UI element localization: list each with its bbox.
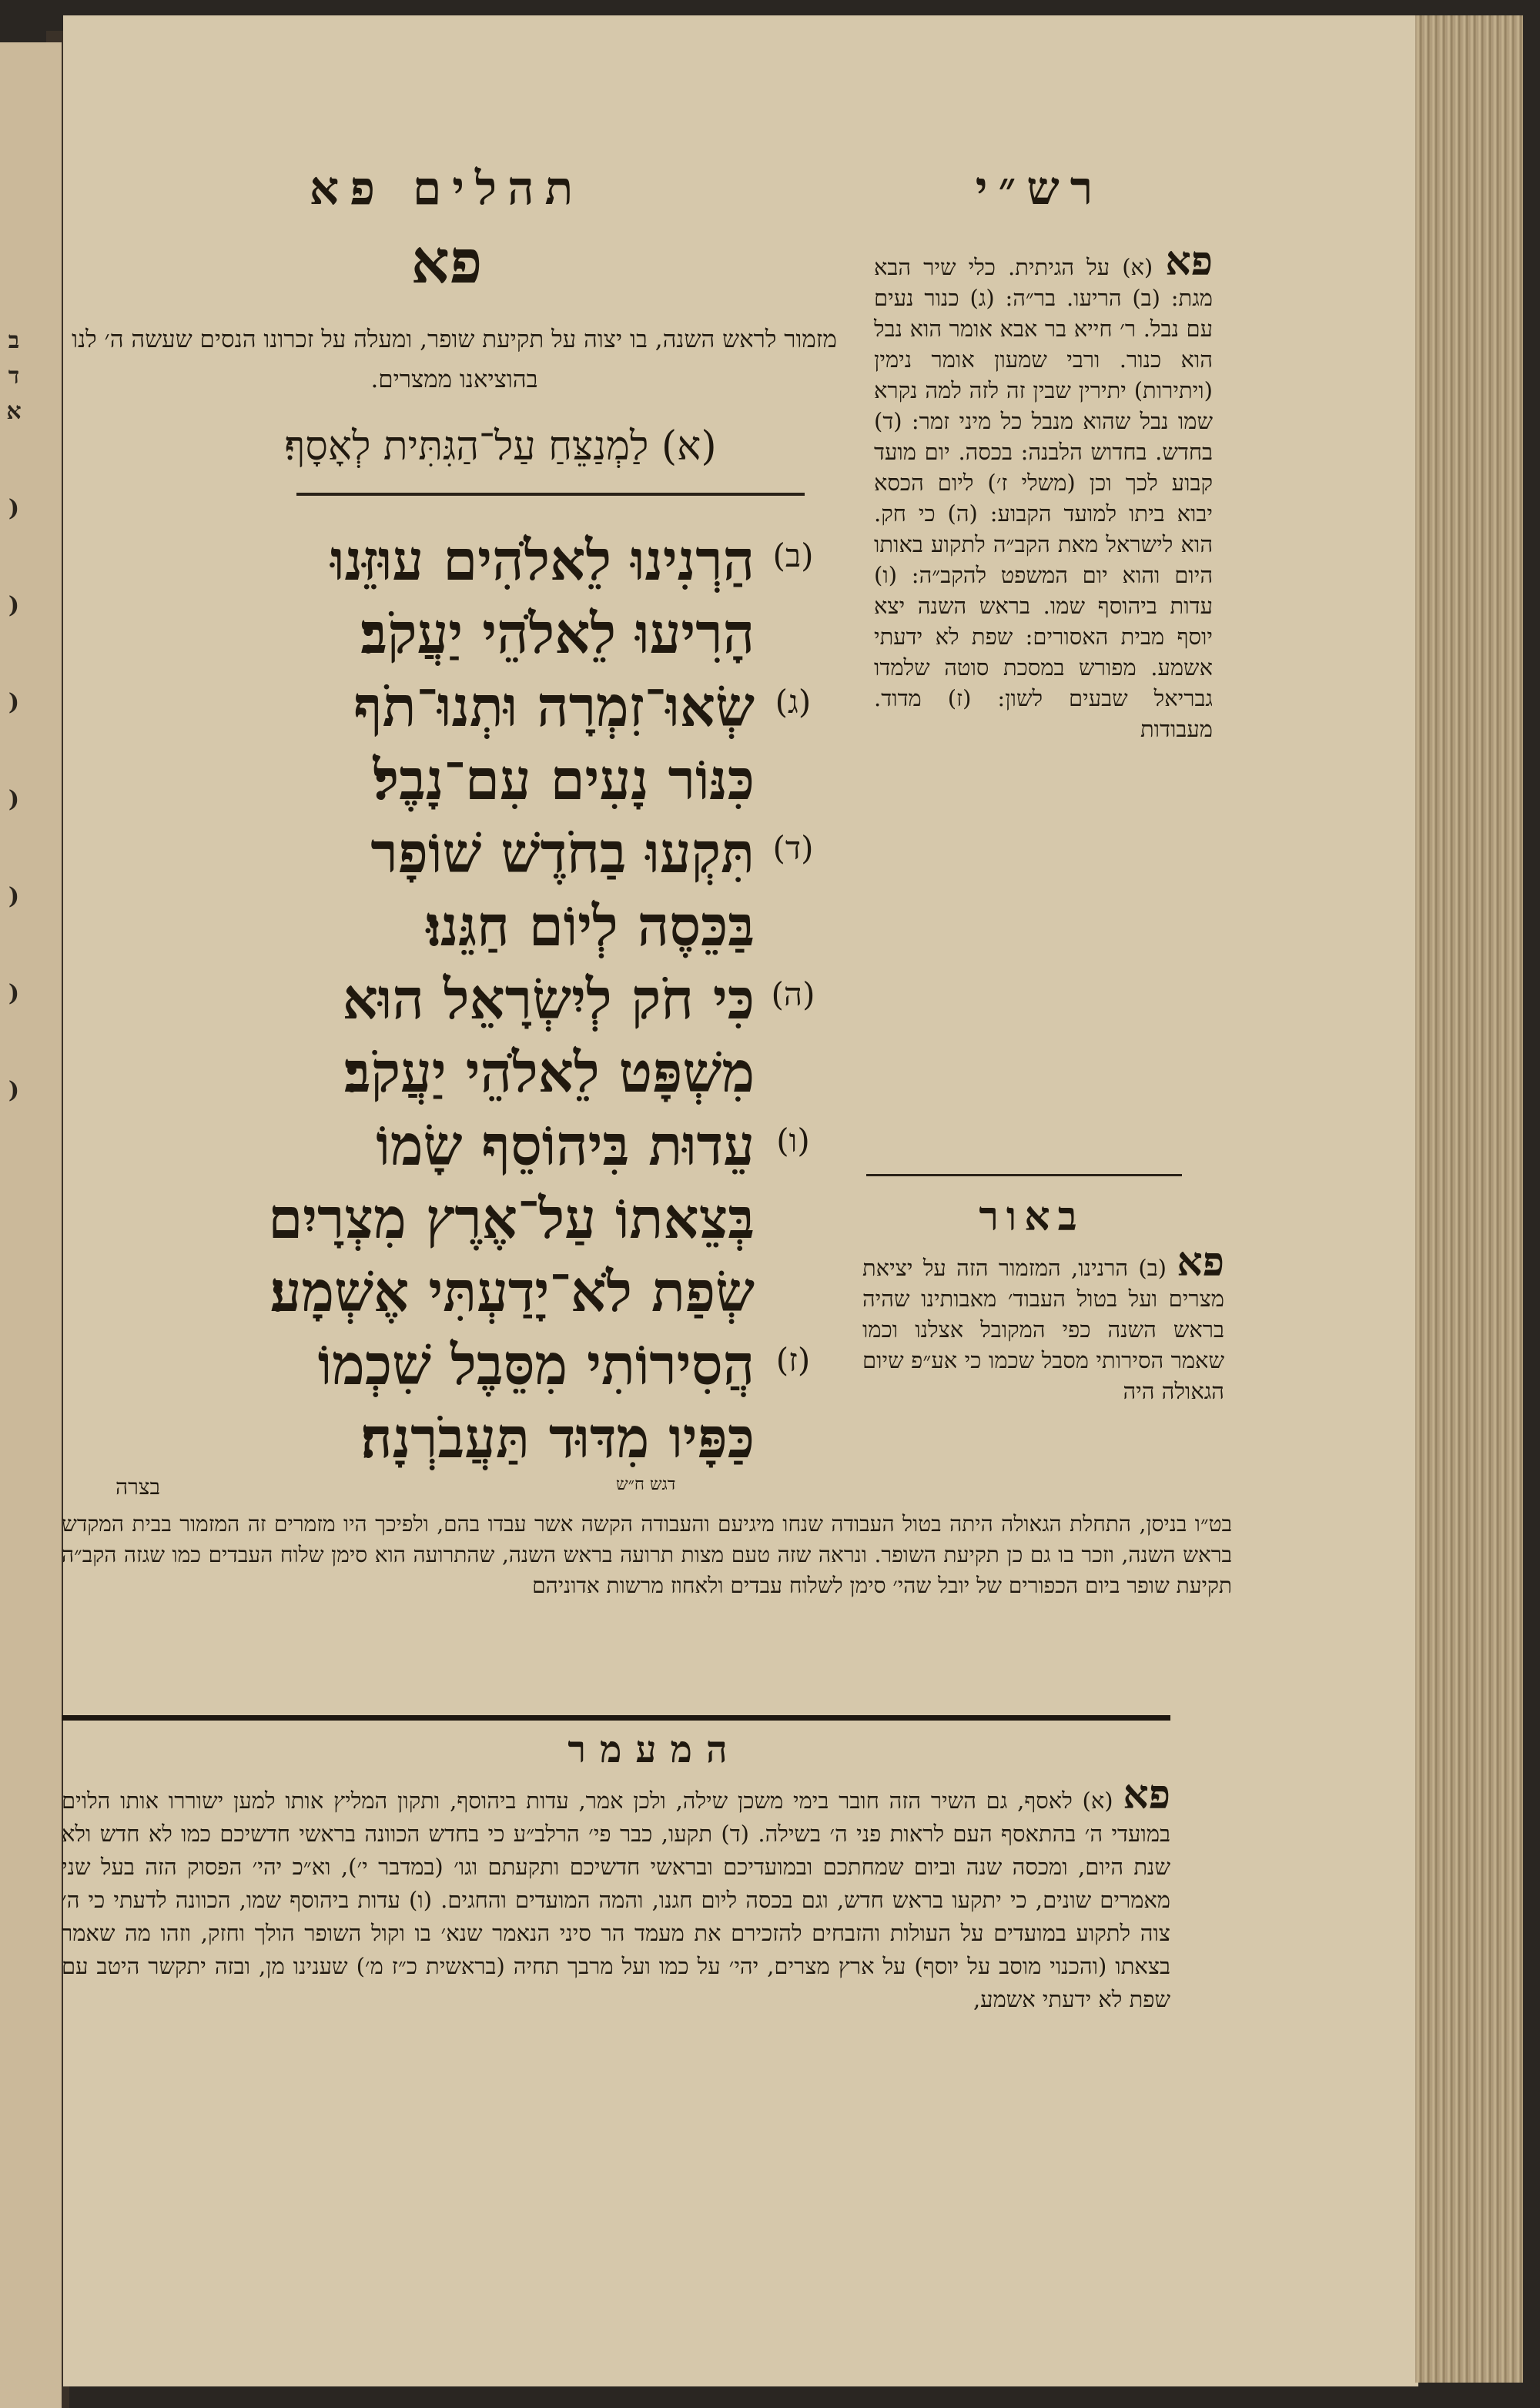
rashi-divider	[866, 1174, 1182, 1176]
biur-text: (ב) הרנינו, המזמור הזה על יציאת מצרים ועל בטול העבוד׳ מאבותינו שהיה בראש השנה כפי המקובל אצלנו וכמו שאמר הסירותי מסבל שכמו כי אע״פ שיום הגאולה היה	[862, 1255, 1224, 1404]
verse-line: כִּנּוֹר נָעִים עִם־נָבֶל׃	[373, 747, 755, 812]
verse-number: (ה)	[771, 975, 815, 1013]
biur-commentary	[862, 1239, 1225, 1406]
margin-paren: )	[8, 980, 20, 1007]
margin-mark: ב	[8, 327, 20, 354]
verse-1: (א) לַמְנַצֵּחַ עַל־הַגִּתִּית לְאָסָף׃	[284, 423, 717, 470]
verse-line: שְׂפַת לֹא־יָדַעְתִּי אֶשְׁמָע׃	[270, 1259, 755, 1324]
printer-note: דגש ח״ש	[616, 1475, 676, 1494]
page-stack-edges	[1415, 15, 1523, 2383]
verse-line: הַרְנִינוּ לֵאלֹהִים עוּזֵּנוּ	[330, 527, 755, 593]
verse-line: הָרִיעוּ לֵאלֹהֵי יַעֲקֹב׃	[360, 600, 755, 666]
section-divider	[62, 1715, 1170, 1721]
verse-line: עֵדוּת בִּיהוֹסֵף שָׂמוֹ	[376, 1112, 755, 1178]
psalm-number: פא	[410, 227, 483, 297]
hamaamar-text: (א) לאסף, גם השיר הזה חובר בימי משכן שילה, ולכן אמר, עדות ביהוסף, ותקון המליץ אותו למען ישוררו אותו הלוים במועדי ה׳ בהתאסף העם לראות פני ה׳ בשילה. (ד) תקעו, כבר פי׳ הרלב״ע כי בחדש הכוונה בראשי חדשיכם כמו לא חדש ולא שנת היום, ומכסה שנה וביום שמחתכם ובמועדיכם ובראשי חדשיכם ותקעתם וגו׳ (במדבר י׳), וא״כ יהי׳ הפסוק הזה בעל שני מאמרים שונים, כי יתקעו בראש חדש, וגם בכסה ליום חגנו, והמה המועדים והחגים. (ו) עדות ביהוסף שמו, הכוונה לדעתי כי ה׳ צוה לתקוע במועדים על העולות והזבחים להזכירם את מעמד הר סיני הנאמר שנא׳ בו וקול השופר הולך וחזק, וזהו מה שאמר בצאתו (והכנוי מוסב על יוסף) על ארץ מצרים, יהי׳ על כמו ועל מרבך תחיה (בראשית כ״ז מ׳) שענינו מן, ובזה יתקשר היטב עם שפת לא ידעתי אשמע,	[62, 1788, 1170, 2012]
margin-paren: )	[8, 689, 20, 716]
catchword: בצרה	[116, 1474, 161, 1500]
hamaamar-heading: המעמר	[567, 1728, 742, 1771]
verse-number: (ג)	[775, 683, 812, 721]
verse-line: כִּי חֹק לְיִשְׂרָאֵל הוּא	[342, 966, 755, 1032]
margin-paren: )	[8, 495, 20, 522]
hamaamar-commentary	[62, 1771, 1170, 2016]
rashi-text: (א) על הגיתית. כלי שיר הבא מגת: (ב) הריעו. בר״ה: (ג) כנור נעים עם נבל. ר׳ חייא בר אבא אומר הוא נבל הוא כנור. ורבי שמעון אומר נימין (ויתירות) יתירין שבין זה לזה למה נקרא שמו נבל שהוא מנבל כל מיני זמר: (ד) בחדש. בחדוש הלבנה: בכסה. יום מועד קבוע לכך וכן (משלי ז׳) ליום הכסא יבוא ביתו למועד הקבוע: (ה) כי חק. הוא לישראל מאת הקב״ה לתקוע באותו היום והוא יום המשפט להקב״ה: (ו) עדות ביהוסף שמו. בראש השנה יצא יוסף מבית האסורים: שפת לא ידעתי אשמע. מפורש במסכת סוטה שלמדו גבריאל שבעים לשון: (ז) מדוד. מעבודות	[874, 254, 1213, 742]
verse-line: תִּקְעוּ בַחֹדֶשׁ שׁוֹפָר	[370, 820, 755, 885]
margin-paren: )	[8, 786, 20, 813]
psalm-superscription: מזמור לראש השנה, בו יצוה על תקיעת שופר, ומעלה על זכרונו הנסים שעשה ה׳ לנו בהוציאנו ממצרים.	[72, 326, 837, 393]
hamaamar-lead: פא	[1123, 1771, 1170, 1818]
title-divider	[296, 493, 805, 496]
margin-paren: )	[8, 883, 20, 910]
facing-page-margin-marks	[0, 323, 28, 1109]
margin-paren: )	[8, 592, 20, 619]
verse-line: שְׂאוּ־זִמְרָה וּתְנוּ־תֹף	[353, 674, 755, 739]
margin-paren: )	[8, 1077, 20, 1104]
verse-line: כַּפָּיו מִדּוּד תַּעֲבֹרְנָה׃	[360, 1405, 755, 1470]
verse-line: בַּכֵּסֶה לְיוֹם חַגֵּנוּ׃	[426, 893, 755, 958]
biur-continuation: בט״ו בניסן, התחלת הגאולה היתה בטול העבודה שנחו מיגיעם והעבודה הקשה אשר עבדו בהם, ולפיכך היו מזמרים זה המזמור בבית המקדש בראש השנה, וזכר בו גם כן תקיעת השופר. ונראה שזה טעם מצות תרועה בראש השנה, שהתרועה הוא סימן שלוח העבדים כמו שגזה הקב״ה תקיעת שופר ביום הכפורים של יובל שהי׳ סימן לשלוח עבדים ולאחוז מרשות אדוניהם	[62, 1511, 1232, 1598]
running-header-rashi: רש״י	[975, 162, 1104, 216]
verse-number: (ז)	[775, 1341, 811, 1379]
verse-number: (ו)	[776, 1122, 810, 1159]
rashi-commentary	[874, 238, 1213, 744]
margin-mark: א	[6, 398, 22, 425]
verse-number: (ב)	[772, 537, 814, 574]
rashi-lead: פא	[1165, 238, 1213, 285]
biur-lead: פא	[1177, 1239, 1225, 1286]
verse-line: הֲסִירוֹתִי מִסֵּבֶל שִׁכְמוֹ	[317, 1332, 755, 1397]
verse-number: (ד)	[772, 829, 814, 867]
verse-line: מִשְׁפָּט לֵאלֹהֵי יַעֲקֹב׃	[343, 1039, 755, 1105]
running-header-psalms: תהלים פא	[309, 162, 584, 216]
biur-heading: באור	[979, 1193, 1085, 1240]
verse-line: בְּצֵאתוֹ עַל־אֶרֶץ מִצְרָיִם	[268, 1186, 755, 1251]
margin-mark: ד	[8, 363, 20, 390]
